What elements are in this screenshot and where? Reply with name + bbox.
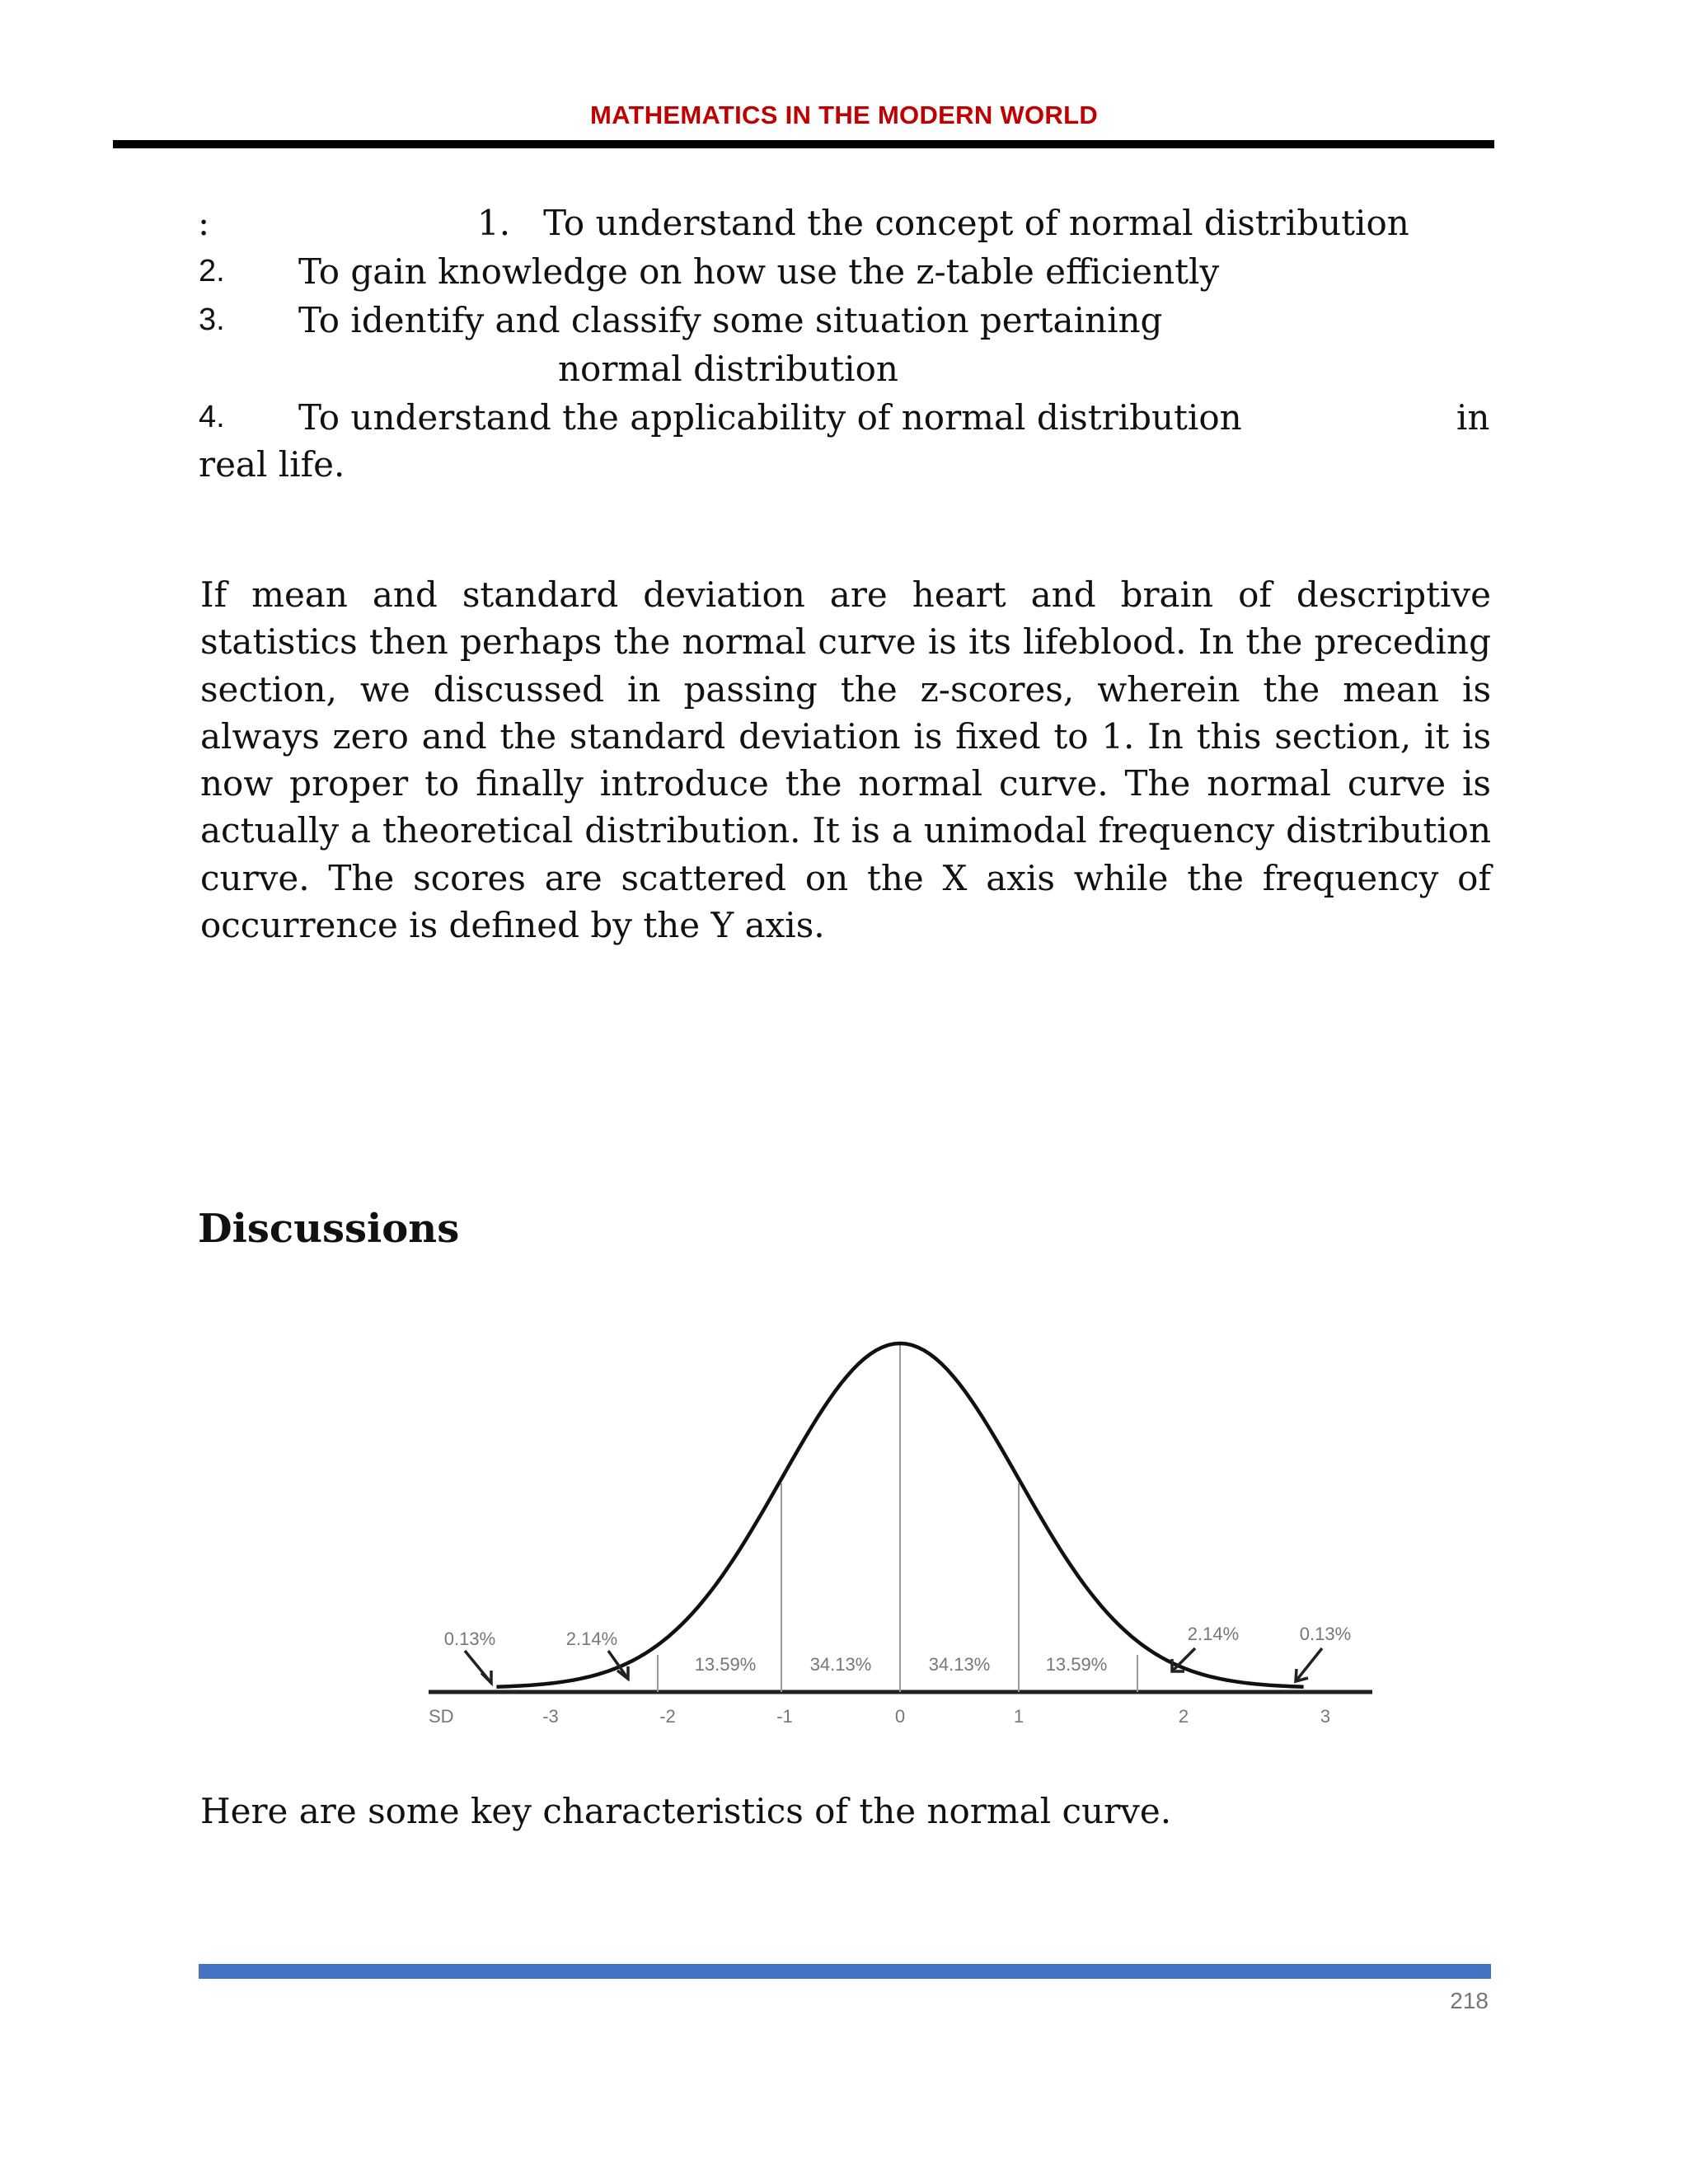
band-label: 34.13%: [809, 1654, 872, 1675]
tail-label: 2.14%: [565, 1629, 618, 1649]
page-number: 218: [1450, 1988, 1489, 2013]
band-label: 13.59%: [694, 1654, 757, 1675]
normal-curve-figure: [412, 1327, 1385, 1739]
objective-4-trailing: in: [1456, 397, 1490, 438]
tail-label: 2.14%: [1187, 1624, 1240, 1644]
axis-label-sd: SD: [429, 1706, 454, 1727]
header-rule: [113, 140, 1494, 148]
sd-tick-label: 3: [1320, 1706, 1331, 1727]
tail-label: 0.13%: [1299, 1624, 1352, 1644]
closing-text: Here are some key characteristics of the normal curve.: [200, 1791, 1172, 1831]
objective-4-text: To understand the applicability of normal distribution: [298, 397, 1242, 438]
sd-tick-label: -3: [542, 1706, 559, 1727]
objective-number: 4.: [199, 400, 225, 434]
objective-number: 3.: [199, 302, 225, 337]
sd-tick-label: -1: [776, 1706, 793, 1727]
sd-tick-label: -2: [659, 1706, 676, 1727]
objective-text: To understand the concept of normal distribution: [543, 203, 1409, 243]
tail-label: 0.13%: [443, 1629, 496, 1649]
arrow-icon: [1296, 1648, 1322, 1681]
objective-3-text: To identify and classify some situation pertaining: [298, 300, 1163, 340]
running-header-title: MATHEMATICS IN THE MODERN WORLD: [589, 101, 1099, 129]
sd-tick-label: 1: [1013, 1706, 1025, 1727]
band-label: 13.59%: [1045, 1654, 1108, 1675]
objective-number: 2.: [199, 254, 225, 288]
section-heading: Discussions: [198, 1206, 460, 1252]
intro-paragraph: If mean and standard deviation are heart and brain of descriptive statistics then perhaps the normal curve is its lifeblood. In the preceding section, we discussed in passing the z-scores, wherein the mean is always zero and the standard deviation is fixed to 1. In this section, it is now proper to finally introduce the normal curve. The normal curve is actually a theoretical distribution. It is a unimodal frequency distribution curve. The scores are scattered on the X axis while the frequency of occurrence is defined by the Y axis.: [200, 574, 1491, 946]
objective-4-continuation: real life.: [199, 444, 345, 485]
objective-2-text: To gain knowledge on how use the z-table efficiently: [298, 251, 1220, 292]
objective-number: 1.: [477, 203, 511, 243]
footer-rule: [199, 1964, 1491, 1979]
objective-1: [477, 203, 1409, 243]
objectives-lead-mark: :: [198, 203, 210, 243]
sd-tick-label: 0: [894, 1706, 906, 1727]
sd-tick-label: 2: [1178, 1706, 1189, 1727]
objective-3-continuation: normal distribution: [558, 349, 898, 389]
band-label: 34.13%: [928, 1654, 991, 1675]
